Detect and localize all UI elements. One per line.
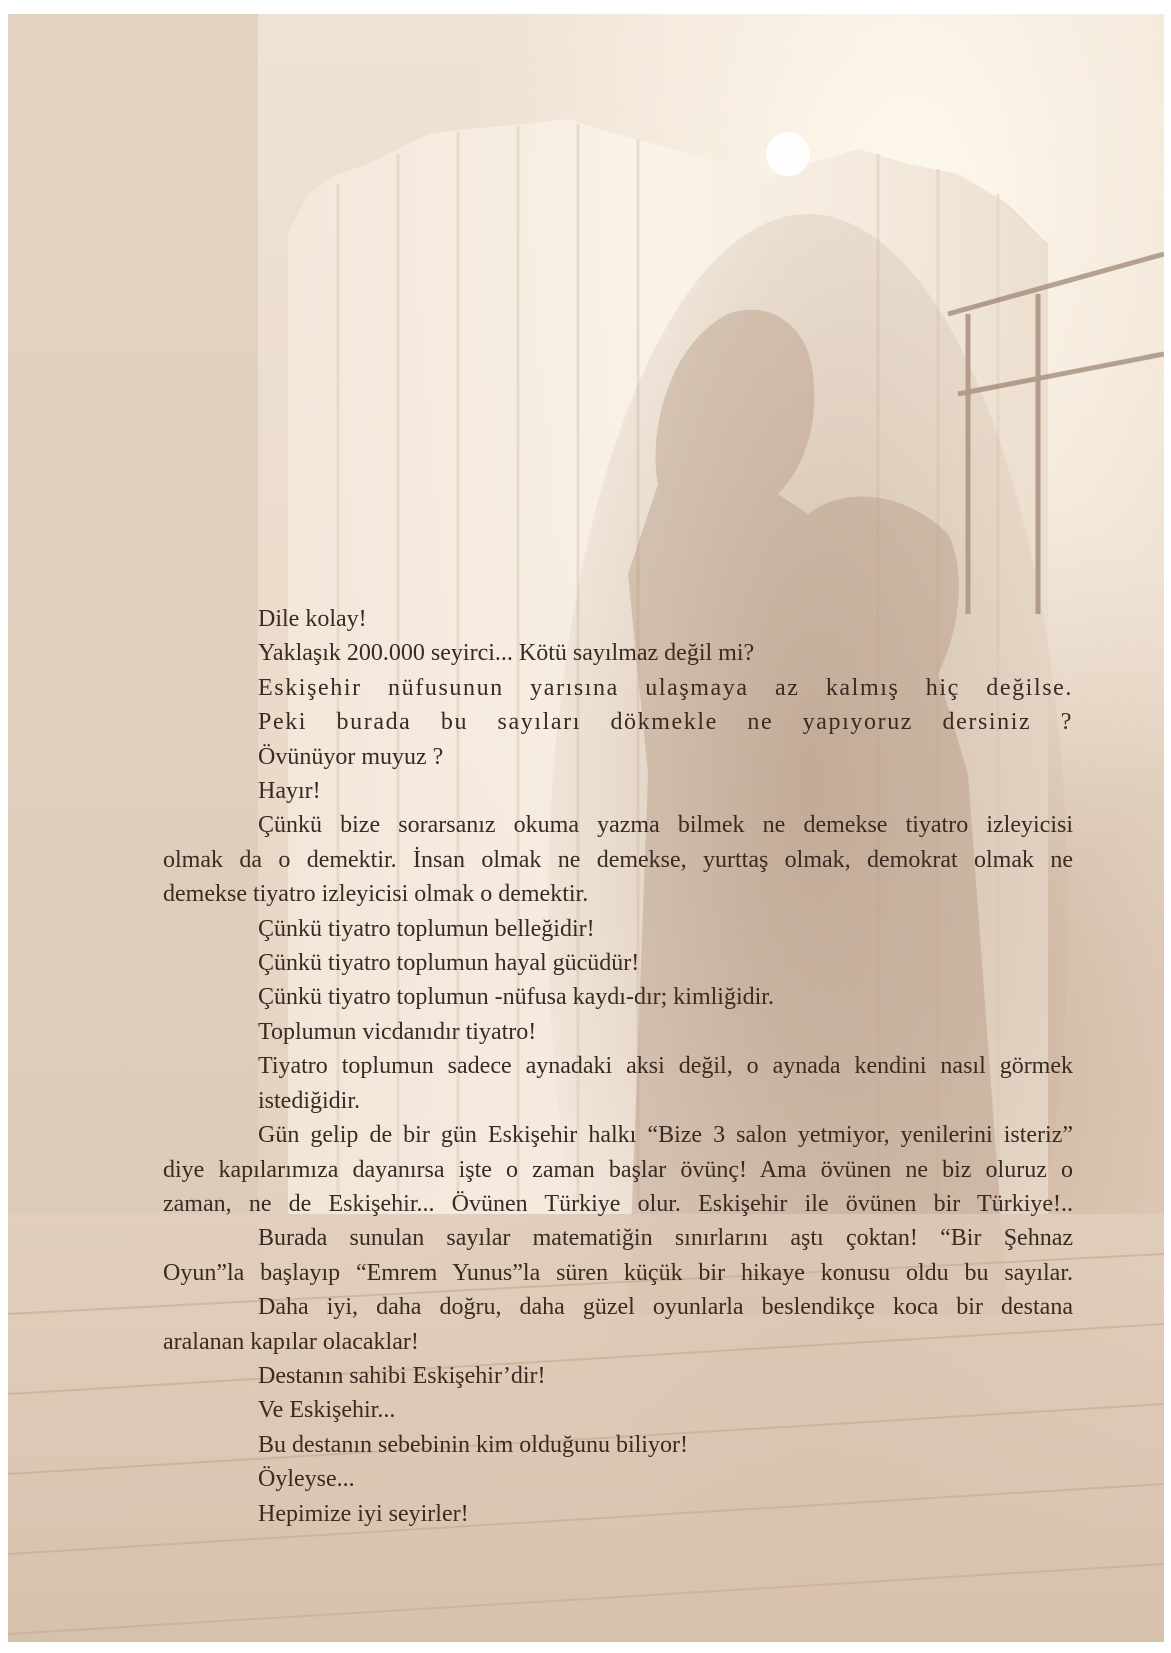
text-line: aralanan kapılar olacaklar! bbox=[163, 1328, 419, 1355]
text-line: Çünkü bize sorarsanız okuma yazma bilmek ne demekse tiyatro izleyicisi bbox=[258, 812, 1073, 839]
text-line: olmak da o demektir. İnsan olmak ne demekse, yurttaş olmak, demokrat olmak ne bbox=[163, 846, 1073, 873]
text-line: Çünkü tiyatro toplumun hayal gücüdür! bbox=[258, 950, 640, 977]
text-line: Çünkü tiyatro toplumun belleğidir! bbox=[258, 915, 595, 942]
text-line: Oyun”la başlayıp “Emrem Yunus”la süren küçük bir hikaye konusu oldu bu sayılar. bbox=[163, 1259, 1073, 1286]
text-line: Hepimize iyi seyirler! bbox=[258, 1500, 469, 1527]
text-line: Burada sunulan sayılar matematiğin sınırlarını aştı çoktan! “Bir Şehnaz bbox=[258, 1225, 1073, 1252]
text-line: Çünkü tiyatro toplumun -nüfusa kaydı-dır; kimliğidir. bbox=[258, 984, 774, 1011]
text-line: Toplumun vicdanıdır tiyatro! bbox=[258, 1018, 537, 1045]
text-line: Hayır! bbox=[258, 778, 321, 805]
text-line: Ve Eskişehir... bbox=[258, 1397, 396, 1424]
text-line: Gün gelip de bir gün Eskişehir halkı “Bize 3 salon yetmiyor, yenilerini isteriz” bbox=[258, 1122, 1073, 1149]
page-scan bbox=[8, 14, 1164, 1642]
text-line: Öyleyse... bbox=[258, 1466, 355, 1493]
text-line: istediğidir. bbox=[258, 1087, 360, 1114]
text-line: Övünüyor muyuz ? bbox=[258, 743, 444, 770]
text-line: Eskişehir nüfusunun yarısına ulaşmaya az kalmış hiç değilse. bbox=[258, 674, 1073, 701]
text-line: Yaklaşık 200.000 seyirci... Kötü sayılmaz değil mi? bbox=[258, 640, 755, 667]
text-line: Dile kolay! bbox=[258, 606, 367, 632]
text-line: Tiyatro toplumun sadece aynadaki aksi değil, o aynada kendini nasıl görmek bbox=[258, 1053, 1073, 1080]
text-line: Destanın sahibi Eskişehir’dir! bbox=[258, 1362, 546, 1389]
text-line: demekse tiyatro izleyicisi olmak o demektir. bbox=[163, 881, 589, 908]
text-line: Daha iyi, daha doğru, daha güzel oyunlarla beslendikçe koca bir destana bbox=[258, 1294, 1073, 1321]
text-line: Peki burada bu sayıları dökmekle ne yapıyoruz dersiniz ? bbox=[258, 709, 1073, 736]
text-line: diye kapılarımıza dayanırsa işte o zaman başlar övünç! Ama övünen ne biz oluruz o bbox=[163, 1156, 1073, 1183]
body-text bbox=[163, 602, 1073, 1531]
text-line: Bu destanın sebebinin kim olduğunu biliyor! bbox=[258, 1431, 688, 1458]
text-line: zaman, ne de Eskişehir... Övünen Türkiye olur. Eskişehir ile övünen bir Türkiye!.. bbox=[163, 1190, 1073, 1217]
